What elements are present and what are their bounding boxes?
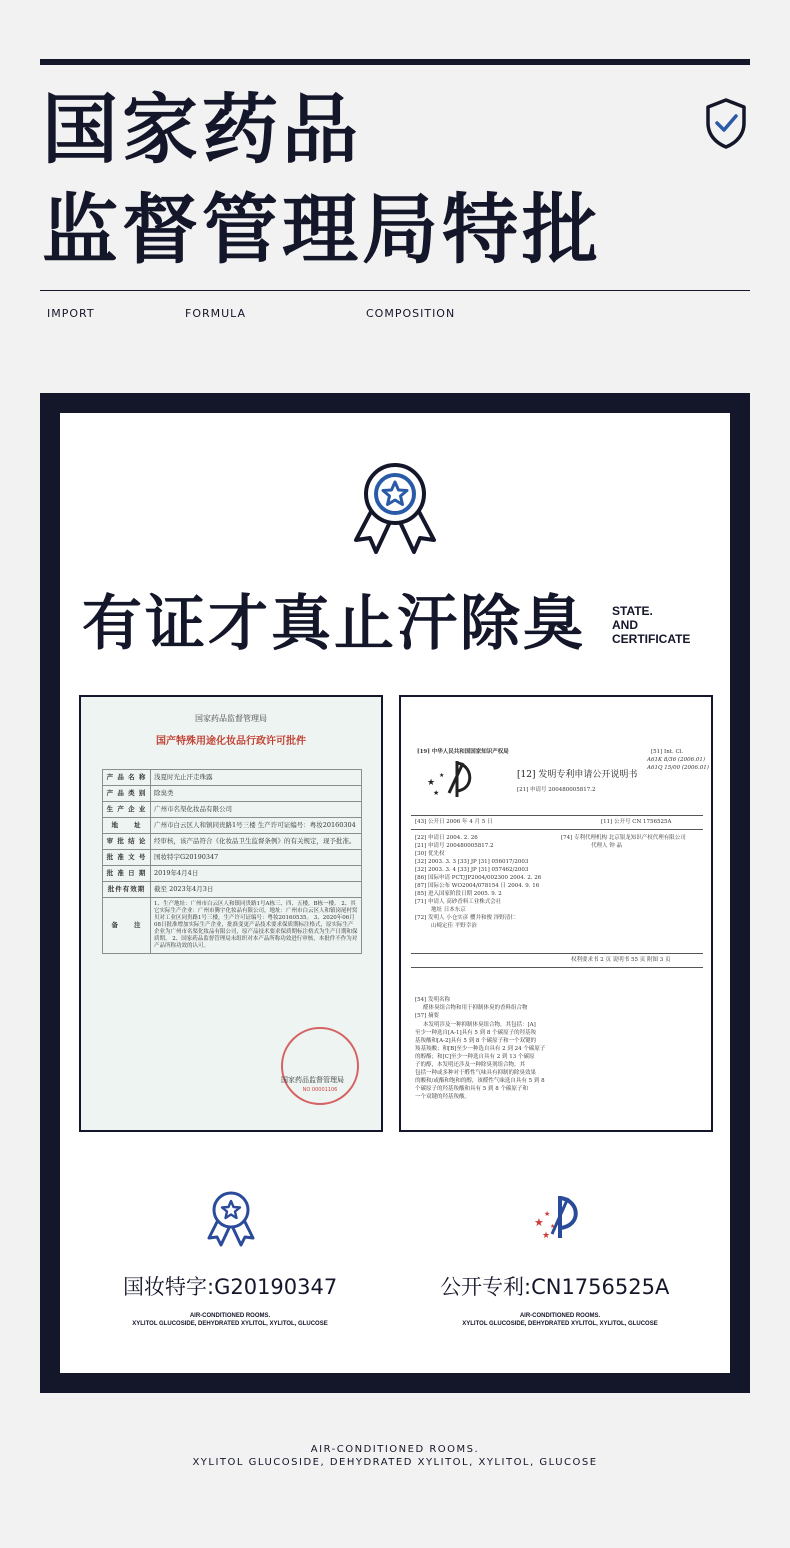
abstract-line: 基羧酸和[A-2]具有 5 到 8 个碳原子和一个双键的 [415,1038,537,1044]
abstract-line: 至少一种选自[A-1]具有 5 到 8 个碳原子的羟基羧 [415,1030,537,1036]
table-row [103,802,362,818]
patent-logo-icon [530,1192,582,1246]
svg-text:★: ★ [427,778,436,788]
row-value: 除臭类 [151,786,362,802]
patent-detail: [72] 发明人 小仓实彦 樱井和俊 泽野清仁 [415,915,516,921]
patent-detail: 山崎定佳 平野幸治 [431,923,477,929]
caption-line1: AIR-CONDITIONED ROOMS. [519,1313,601,1319]
patent-pubno: [11] 公开号 CN 1756525A [601,819,672,825]
patent-pubdate: [43] 公开日 2006 年 4 月 5 日 [415,819,493,825]
license-table [102,769,362,954]
divider [411,967,703,968]
row-key: 批 准 日 期 [103,866,151,882]
svg-text:★: ★ [542,1231,551,1241]
medal-star-icon [205,1190,257,1248]
abstract-name: 醛体臭组合物和用于抑制体臭的香料组合物 [423,1005,528,1011]
patent-detail: [71] 申请人 高砂香料工业株式会社 [415,899,502,905]
state-line3: CERTIFICATE [612,632,691,646]
row-value: 2019年4月4日 [151,866,362,882]
cert-caption-left [100,1312,360,1328]
patent-detail: [32] 2003. 3. 4 [33] JP [31] 057462/2003 [415,867,529,873]
table-row [103,850,362,866]
patent-detail: [85] 进入国家阶段日期 2005. 9. 2 [415,891,502,897]
row-value: 广州市名渠化妆品有限公司 [151,802,362,818]
license-agency: 国家药品监督管理局 [195,714,267,723]
abstract-title: [54] 发明名称 [415,997,451,1003]
divider [411,829,703,830]
patent-agency: [74] 专利代理机构 北京银龙知识产权代理有限公司 [561,835,686,841]
svg-text:★: ★ [544,1210,551,1218]
footer-caption [0,1443,790,1469]
patent-office: [19] 中华人民共和国国家知识产权局 [417,749,509,755]
divider [411,815,703,816]
abstract-label: [57] 摘要 [415,1013,440,1019]
caption-line2: XYLITOL GLUCOSIDE, DEHYDRATED XYLITOL, XYLITOL, GLUCOSE [462,1321,658,1327]
patent-kind-title: [12] 发明专利申请公开说明书 [517,770,638,780]
patent-intcl: [51] Int. Cl. [651,749,684,755]
table-row [103,866,362,882]
caption-line2: XYLITOL GLUCOSIDE, DEHYDRATED XYLITOL, XYLITOL, GLUCOSE [132,1321,328,1327]
patent-logo-icon [419,755,479,803]
row-value: 经审核，该产品符合《化妆品卫生监督条例》的有关规定，现予批准。 [151,834,362,850]
patent-number: 公开专利:CN1756525A [440,1275,670,1299]
row-key: 批件有效期 [103,882,151,898]
page-title-line2: 监督管理局特批 [42,185,602,274]
svg-text:★: ★ [439,772,445,779]
patent-detail: [87] 国际公布 WO2004/078154 日 2004. 9. 16 [415,883,540,889]
patent-detail: [22] 申请日 2004. 2. 26 [415,835,478,841]
row-value: 浅夏时光止汗走珠露 [151,770,362,786]
divider [411,953,703,954]
row-key: 生 产 企 业 [103,802,151,818]
table-row [103,786,362,802]
tag-formula: FORMULA [185,307,247,320]
license-title: 国产特殊用途化妆品行政许可批件 [156,736,306,747]
state-line2: AND [612,618,638,632]
caption-line1: AIR-CONDITIONED ROOMS. [189,1313,271,1319]
cosmetic-license-number: 国妆特字:G20190347 [123,1275,338,1299]
official-stamp [281,1027,359,1105]
row-key: 批 准 文 号 [103,850,151,866]
abstract-line: 个碳原子的羟基羧酸和具有 5 到 8 个碳原子和 [415,1086,528,1092]
row-key: 产 品 类 别 [103,786,151,802]
top-bar [40,59,750,65]
abstract-line: 本发明涉及一种抑制体臭组合物，其包括：[A] [423,1022,536,1028]
patent-detail: [21] 申请号 200480005817.2 [415,843,494,849]
patent-agent: 代理人 钟 晶 [591,843,622,849]
abstract-line: 包括一种或多种对于醛性气味具有抑制的除臭效果 [415,1070,537,1076]
abstract-line: 羧基羧酸；和[B]至少一种选自具有 2 到 24 个碳原子 [415,1046,546,1052]
shield-check-icon [704,97,748,149]
patent-detail: [86] 国际申请 PCT/JP2004/002300 2004. 2. 26 [415,875,542,881]
stamp-number: NO 00001106 [302,1087,338,1093]
row-value: 广州市白云区人和镇同贵路1号三楼 生产许可证编号：粤妆20160304 [151,818,362,834]
row-value: 1、生产地址：广州市白云区人和镇同贵路1号A栋三、四、五楼，B栋一楼。 2、其它实际生产企业：广州市腾宇化妆品有限公司，地址：广州市白云区人和镇岗尾村窝贝对工业区同贵路1号三楼，生产许可证编号：粤妆20160535。 3、2020年06月08日批准增加实际生产企业，批准变更产品技术要求保质期标注格式，原实际生产企业为广州市名渠化妆品有限公司，原产品技术要求保质期标注格式为生产日期和保质期。 2、国家药品监督管理局未组织对本产品所称功效进行审核，本批件不作为对产品所称功效的认可。 [151,898,362,954]
patent-class2: A61Q 15/00 (2006.01) [647,765,709,771]
state-line1: STATE. [612,604,653,618]
patent-class1: A61K 8/36 (2006.01) [647,757,705,763]
patent-claims: 权利要求书 2 页 说明书 55 页 附图 3 页 [571,957,671,963]
page-title-line1: 国家药品 [42,85,362,174]
tag-composition: COMPOSITION [366,307,456,320]
table-row [103,770,362,786]
abstract-line: 一个双键的羟基羧酸。 [415,1094,471,1100]
svg-text:★: ★ [550,1223,556,1230]
table-row [103,882,362,898]
footer-line1: AIR-CONDITIONED ROOMS. [310,1444,480,1455]
cert-caption-right [430,1312,690,1328]
abstract-line: 的醇酯；和[C]至少一种选自具有 2 到 13 个碳原 [415,1054,535,1060]
license-signature: 国家药品监督管理局 [281,1076,344,1084]
abstract-line: 子的醇，本发明还涉及一种除臭剂组合物，其 [415,1062,526,1068]
row-key: 审 批 结 论 [103,834,151,850]
table-row [103,834,362,850]
state-certificate-label [612,604,690,646]
row-key: 地 址 [103,818,151,834]
patent-detail: [30] 优先权 [415,851,445,857]
patent-appno: [21] 申请号 200480005817.2 [517,787,596,793]
slogan-heading: 有证才真止汗除臭 [82,589,586,659]
footer-line2: XYLITOL GLUCOSIDE, DEHYDRATED XYLITOL, XYLITOL, GLUCOSE [192,1457,598,1468]
medal-star-icon [350,460,440,560]
table-row [103,898,362,954]
divider [40,290,750,291]
row-value: 国妆特字G20190347 [151,850,362,866]
patent-document [399,695,713,1132]
tag-import: IMPORT [47,307,95,320]
patent-detail: 地址 日本东京 [431,907,466,913]
table-row [103,818,362,834]
row-key: 备 注 [103,898,151,954]
license-document [79,695,383,1132]
abstract-line: 的酸和/或酯和饱和的醇，该醛性气味选自具有 5 到 8 [415,1078,545,1084]
row-value: 截至 2023年4月3日 [151,882,362,898]
row-key: 产 品 名 称 [103,770,151,786]
svg-text:★: ★ [534,1216,544,1229]
svg-text:★: ★ [433,789,440,797]
patent-detail: [32] 2003. 3. 3 [33] JP [31] 056017/2003 [415,859,529,865]
